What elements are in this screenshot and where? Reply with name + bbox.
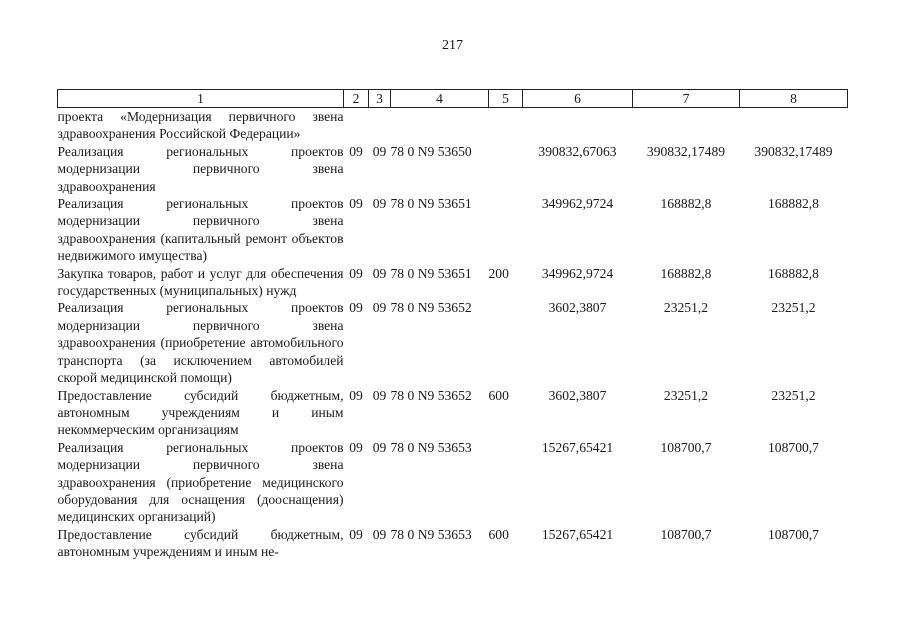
table-row xyxy=(58,265,848,300)
amount-col7-cell: 168882,8 xyxy=(660,196,712,212)
column-header: 4 xyxy=(391,90,489,108)
amount-col6-cell xyxy=(523,108,633,143)
target-article-cell: 78 0 N9 53652 xyxy=(390,387,472,403)
table-row xyxy=(58,108,848,143)
amount-col7-cell: 23251,2 xyxy=(663,300,709,316)
subsection-code-cell: 09 xyxy=(372,300,387,316)
expense-type-cell xyxy=(489,195,523,265)
amount-col8-cell: 23251,2 xyxy=(771,300,816,316)
row-name-cell: Предоставление субсидий бюджетным, автономным учреждениям и иным не- xyxy=(57,526,344,560)
target-article-cell: 78 0 N9 53650 xyxy=(390,143,472,159)
table-row xyxy=(58,387,848,439)
amount-col8-cell: 108700,7 xyxy=(768,526,819,542)
subsection-code-cell: 09 xyxy=(372,196,387,212)
amount-col7-cell: 168882,8 xyxy=(660,265,712,281)
amount-col6-cell: 3602,3807 xyxy=(548,387,607,403)
section-code-cell: 09 xyxy=(349,439,363,455)
row-name-cell: Закупка товаров, работ и услуг для обеспечения государственных (муниципальных) нужд xyxy=(57,265,344,299)
table-row xyxy=(58,299,848,386)
column-number-header xyxy=(58,90,848,108)
column-header: 8 xyxy=(740,90,848,108)
row-name-cell: Реализация региональных проектов модернизации первичного звена здравоохранения (приобретение медицинского оборудования для оснащения (дооснащения) медицинских организаций) xyxy=(57,439,344,525)
section-code-cell: 09 xyxy=(349,387,363,403)
amount-col6-cell: 15267,65421 xyxy=(541,526,614,542)
amount-col7-cell xyxy=(633,108,740,143)
amount-col6-cell: 390832,67063 xyxy=(538,143,617,159)
target-article-cell: 78 0 N9 53653 xyxy=(390,439,472,455)
column-header: 6 xyxy=(523,90,633,108)
section-code-cell: 09 xyxy=(349,143,363,159)
column-header: 1 xyxy=(58,90,344,108)
amount-col8-cell xyxy=(740,108,848,143)
table-row xyxy=(58,526,848,561)
table-row xyxy=(58,195,848,265)
page-number: 217 xyxy=(442,38,463,53)
amount-col7-cell: 108700,7 xyxy=(660,439,712,455)
section-code-cell: 09 xyxy=(349,526,363,542)
amount-col6-cell: 349962,9724 xyxy=(541,196,614,212)
amount-col8-cell: 168882,8 xyxy=(768,196,819,212)
row-name-cell: Предоставление субсидий бюджетным, автономным учреждениям и иным некоммерческим организациям xyxy=(57,387,344,438)
expense-type-cell xyxy=(489,299,523,386)
target-article-cell: 78 0 N9 53651 xyxy=(390,196,472,212)
table-row xyxy=(58,143,848,195)
expense-type-cell: 600 xyxy=(488,387,509,403)
section-code-cell: 09 xyxy=(349,196,363,212)
budget-table xyxy=(57,89,848,561)
subsection-code-cell: 09 xyxy=(372,439,387,455)
amount-col6-cell: 15267,65421 xyxy=(541,439,614,455)
subsection-code-cell: 09 xyxy=(372,265,387,281)
amount-col8-cell: 108700,7 xyxy=(768,439,819,455)
subsection-code-cell xyxy=(369,108,391,143)
amount-col6-cell: 3602,3807 xyxy=(548,300,607,316)
expense-type-cell xyxy=(489,143,523,195)
row-name-cell: Реализация региональных проектов модернизации первичного звена здравоохранения (капитальный ремонт объектов недвижимого имущества) xyxy=(57,196,344,264)
amount-col8-cell: 23251,2 xyxy=(771,387,816,403)
subsection-code-cell: 09 xyxy=(372,387,387,403)
expense-type-cell: 600 xyxy=(488,526,509,542)
table-row xyxy=(58,439,848,526)
column-header: 7 xyxy=(633,90,740,108)
row-name-cell: Реализация региональных проектов модернизации первичного звена здравоохранения xyxy=(57,143,344,194)
amount-col7-cell: 23251,2 xyxy=(663,387,709,403)
column-header: 2 xyxy=(344,90,369,108)
amount-col7-cell: 390832,17489 xyxy=(646,143,726,159)
subsection-code-cell: 09 xyxy=(372,143,387,159)
amount-col6-cell: 349962,9724 xyxy=(541,265,614,281)
target-article-cell xyxy=(391,108,489,143)
column-header: 3 xyxy=(369,90,391,108)
expense-type-cell: 200 xyxy=(488,265,509,281)
section-code-cell: 09 xyxy=(349,265,363,281)
section-code-cell: 09 xyxy=(349,300,363,316)
expense-type-cell xyxy=(489,439,523,526)
amount-col8-cell: 390832,17489 xyxy=(754,143,833,159)
target-article-cell: 78 0 N9 53653 xyxy=(390,526,472,542)
section-code-cell xyxy=(344,108,369,143)
target-article-cell: 78 0 N9 53651 xyxy=(390,265,472,281)
target-article-cell: 78 0 N9 53652 xyxy=(390,300,472,316)
subsection-code-cell: 09 xyxy=(372,526,387,542)
column-header: 5 xyxy=(489,90,523,108)
amount-col7-cell: 108700,7 xyxy=(660,526,712,542)
row-name-cell: проекта «Модернизация первичного звена здравоохранения Российской Федерации» xyxy=(57,109,344,142)
amount-col8-cell: 168882,8 xyxy=(768,265,819,281)
expense-type-cell xyxy=(489,108,523,143)
row-name-cell: Реализация региональных проектов модернизации первичного звена здравоохранения (приобретение автомобильного транспорта (за исключением автомобилей скорой медицинской помощи) xyxy=(57,300,344,386)
